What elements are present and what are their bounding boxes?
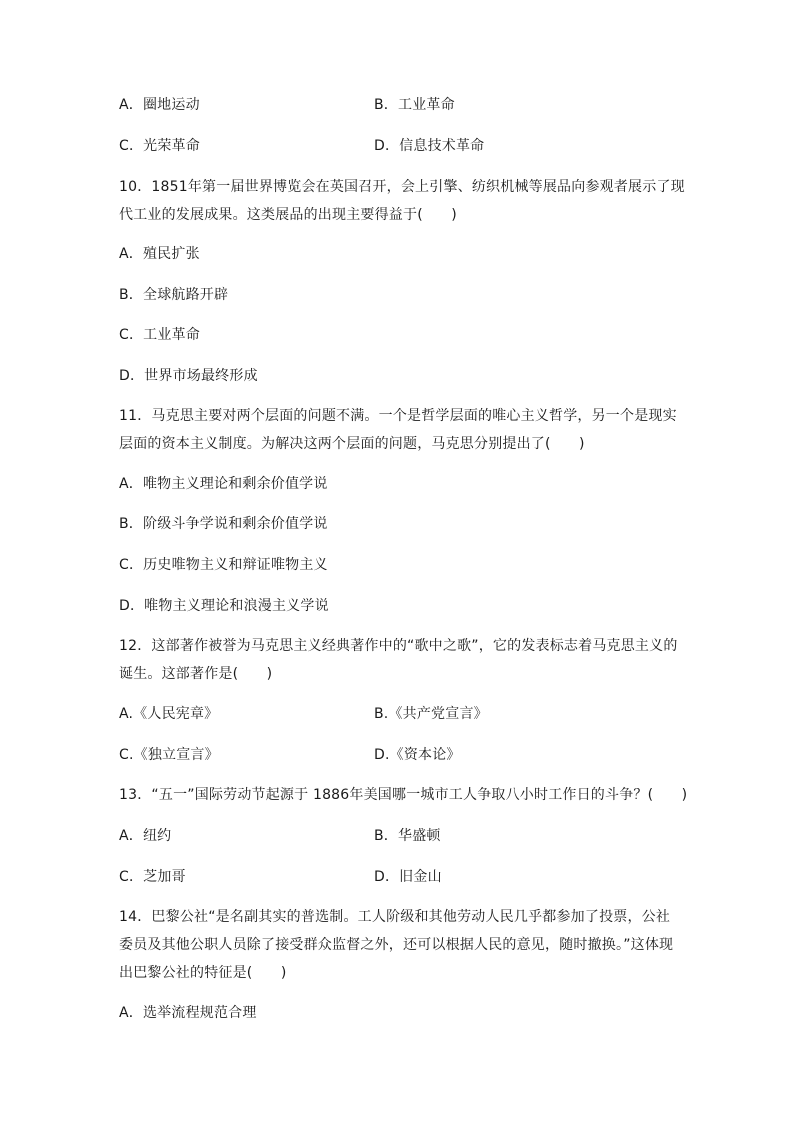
q9-option-c: C．光荣革命 xyxy=(119,138,200,154)
q12-option-d: D.《资本论》 xyxy=(374,747,461,763)
q10-stem-line-1: 10．1851年第一届世界博览会在英国召开，会上引擎、纺织机械等展品向参观者展示了现 xyxy=(119,179,685,195)
q11-option-c: C．历史唯物主义和辩证唯物主义 xyxy=(119,557,328,573)
q14-stem-line-1: 14．巴黎公社“是名副其实的普选制。工人阶级和其他劳动人民几乎都参加了投票，公社 xyxy=(119,909,671,925)
q12-option-b: B.《共产党宣言》 xyxy=(374,706,488,722)
q13-option-d: D．旧金山 xyxy=(374,869,442,885)
q9-option-a: A．圈地运动 xyxy=(119,97,200,113)
q14-option-a: A．选举流程规范合理 xyxy=(119,1005,257,1021)
q11-option-d: D．唯物主义理论和浪漫主义学说 xyxy=(119,598,329,614)
q12-stem-line-1: 12．这部著作被誉为马克思主义经典著作中的“歌中之歌”，它的发表标志着马克思主义的 xyxy=(119,638,678,654)
q13-option-a: A．纽约 xyxy=(119,828,172,844)
q10-option-c: C．工业革命 xyxy=(119,327,200,343)
q11-option-b: B．阶级斗争学说和剩余价值学说 xyxy=(119,516,328,532)
q14-stem-line-3: 出巴黎公社的特征是( ) xyxy=(119,965,287,981)
q10-option-d: D．世界市场最终形成 xyxy=(119,368,258,384)
q13-option-c: C．芝加哥 xyxy=(119,869,186,885)
q10-stem-line-2: 代工业的发展成果。这类展品的出现主要得益于( ) xyxy=(119,207,457,223)
q14-stem-line-2: 委员及其他公职人员除了接受群众监督之外，还可以根据人民的意见，随时撤换。”这体现 xyxy=(119,937,674,953)
q11-stem-line-2: 层面的资本主义制度。为解决这两个层面的问题，马克思分别提出了( ) xyxy=(119,436,585,452)
q13-option-b: B．华盛顿 xyxy=(374,828,441,844)
q9-option-b: B．工业革命 xyxy=(374,97,455,113)
q12-option-a: A.《人民宪章》 xyxy=(119,706,219,722)
q11-stem-line-1: 11．马克思主要对两个层面的问题不满。一个是哲学层面的唯心主义哲学，另一个是现实 xyxy=(119,408,677,424)
q10-option-a: A．殖民扩张 xyxy=(119,246,200,262)
q12-option-c: C.《独立宣言》 xyxy=(119,747,219,763)
q11-option-a: A．唯物主义理论和剩余价值学说 xyxy=(119,476,328,492)
q10-option-b: B．全球航路开辟 xyxy=(119,287,229,303)
q13-stem-line-1: 13．“五一”国际劳动节起源于 1886年美国哪一城市工人争取八小时工作日的斗争？( ) xyxy=(119,787,688,803)
q12-stem-line-2: 诞生。这部著作是( ) xyxy=(119,666,273,682)
q9-option-d: D．信息技术革命 xyxy=(374,138,485,154)
